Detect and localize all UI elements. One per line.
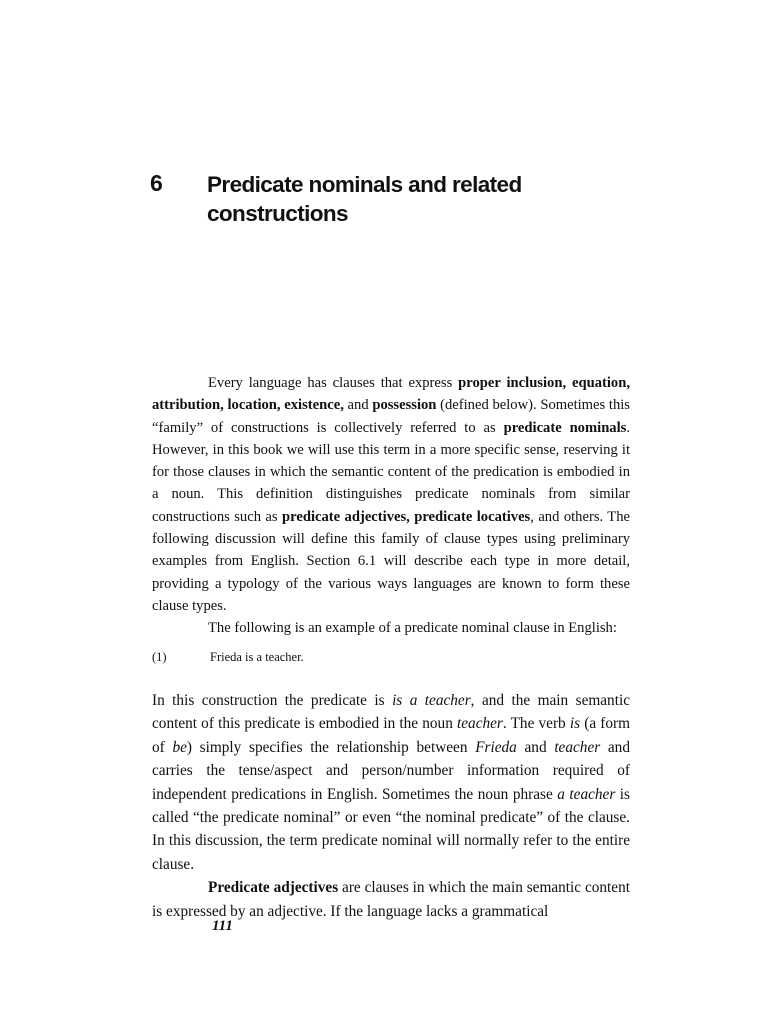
term-bold: proper inclusion, equation, attribution, location, existence, bbox=[152, 375, 630, 414]
example-italic: is bbox=[569, 715, 581, 733]
paragraph-4 bbox=[152, 876, 630, 923]
term-bold: possession bbox=[372, 397, 437, 414]
body-text-lower bbox=[152, 689, 630, 923]
text-span: and bbox=[343, 397, 373, 414]
term-bold: predicate adjectives, predicate locatives bbox=[282, 508, 531, 525]
text-span: , and the main semantic content of this predicate is embodied in the noun bbox=[152, 692, 630, 733]
text-span: (a form of bbox=[152, 715, 631, 756]
text-span: In this construction the predicate is bbox=[152, 692, 393, 709]
example-number: (1) bbox=[152, 649, 167, 664]
text-span: , and others. The following discussion will define this family of clause types using preliminary examples from English. Section 6.1 will describe each type in more detail, providing a typology of the various ways languages are known to form these clause types. bbox=[152, 508, 630, 614]
paragraph-2: The following is an example of a predicate nominal clause in English: bbox=[208, 620, 617, 637]
text-span: are clauses in which the main semantic content is expressed by an adjective. If the language lacks a grammatical bbox=[152, 879, 630, 920]
term-bold: predicate nominals bbox=[503, 419, 627, 436]
paragraph-3 bbox=[152, 689, 630, 876]
chapter-number: 6 bbox=[150, 170, 163, 196]
chapter-title-line-2: constructions bbox=[207, 201, 348, 226]
text-span: (defined below). Sometimes this “family” of constructions is collectively referred to as bbox=[152, 397, 630, 436]
example-1 bbox=[152, 648, 630, 666]
text-span: is called “the predicate nominal” or even “the nominal predicate” of the clause. In this discussion, the term predicate nominal will normally refer to the entire clause. bbox=[152, 785, 631, 873]
text-span: . The verb bbox=[502, 715, 570, 733]
example-italic: teacher bbox=[554, 738, 601, 756]
text-span: and bbox=[516, 738, 555, 756]
page-number: 111 bbox=[212, 918, 233, 934]
example-text: Frieda is a teacher. bbox=[210, 649, 304, 664]
example-italic: Frieda bbox=[475, 738, 517, 756]
example-italic: be bbox=[172, 738, 187, 756]
body-text-upper bbox=[152, 372, 630, 674]
text-span: ) simply specifies the relationship between bbox=[186, 738, 476, 756]
text-span: Every language has clauses that express bbox=[208, 375, 459, 391]
text-span: and carries the tense/aspect and person/number information required of independent predications in English. Sometimes the noun phrase bbox=[152, 738, 630, 803]
term-bold: Predicate adjectives bbox=[208, 879, 339, 897]
example-italic: is a teacher bbox=[392, 692, 471, 709]
paragraph-1 bbox=[152, 372, 630, 617]
chapter-title bbox=[207, 170, 627, 228]
example-italic: teacher bbox=[457, 715, 503, 733]
text-span: . However, in this book we will use this term in a more specific sense, reserving it for those clauses in which the semantic content of the predication is embodied in a noun. This definition distinguishes predicate nominals from similar constructions such as bbox=[152, 419, 630, 525]
chapter-title-line-1: Predicate nominals and related bbox=[207, 172, 522, 197]
example-italic: a teacher bbox=[557, 785, 616, 803]
